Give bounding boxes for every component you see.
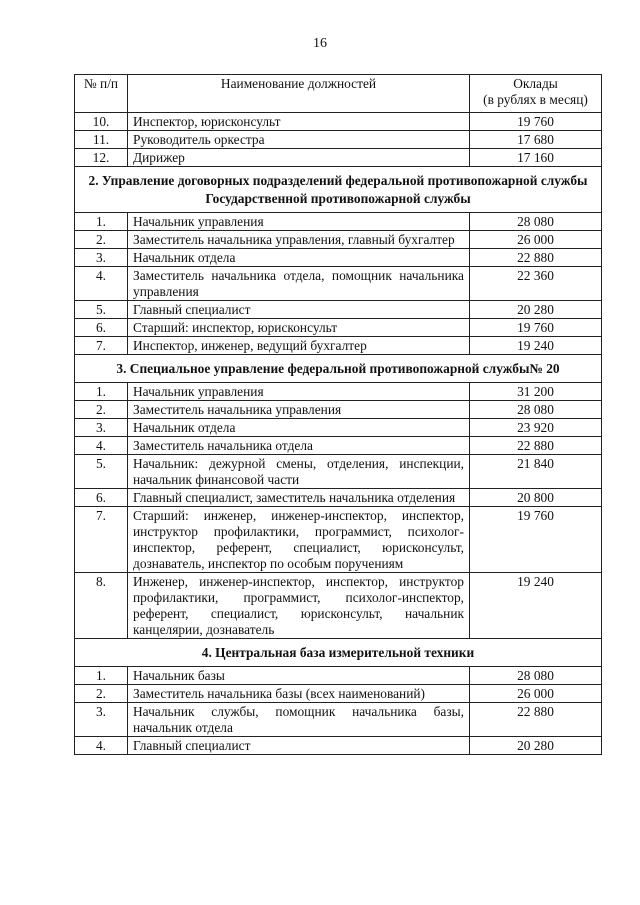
position-name: Начальник службы, помощник начальника базы, начальник отдела [128, 703, 470, 737]
header-salary [470, 75, 602, 113]
salary-value: 26 000 [470, 685, 602, 703]
table-row [75, 573, 602, 639]
position-name: Заместитель начальника управления, главный бухгалтер [128, 231, 470, 249]
position-name: Заместитель начальника отдела, помощник начальника управления [128, 267, 470, 301]
salary-value: 20 280 [470, 737, 602, 755]
position-name: Инженер, инженер-инспектор, инспектор, инструктор профилактики, программист, психолог-инспектор, референт, специалист, юрисконсульт, начальник канцелярии, дознаватель [128, 573, 470, 639]
position-name: Руководитель оркестра [128, 131, 470, 149]
position-name: Начальник управления [128, 213, 470, 231]
row-number: 4. [75, 737, 128, 755]
row-number: 1. [75, 667, 128, 685]
header-position-name: Наименование должностей [128, 75, 470, 113]
salary-value: 31 200 [470, 383, 602, 401]
row-number: 4. [75, 437, 128, 455]
position-name: Инспектор, инженер, ведущий бухгалтер [128, 337, 470, 355]
row-number: 2. [75, 231, 128, 249]
section-row [75, 167, 602, 213]
salary-value: 22 880 [470, 703, 602, 737]
salary-value: 22 880 [470, 249, 602, 267]
row-number: 2. [75, 685, 128, 703]
position-name: Заместитель начальника отдела [128, 437, 470, 455]
row-number: 1. [75, 213, 128, 231]
table-row [75, 667, 602, 685]
row-number: 4. [75, 267, 128, 301]
position-name: Начальник управления [128, 383, 470, 401]
table-row [75, 401, 602, 419]
section-title: 3. Специальное управление федеральной противопожарной службы№ 20 [75, 355, 602, 383]
salary-value: 22 360 [470, 267, 602, 301]
row-number: 3. [75, 249, 128, 267]
position-name: Заместитель начальника управления [128, 401, 470, 419]
position-name: Главный специалист [128, 301, 470, 319]
table-row [75, 319, 602, 337]
table-row [75, 507, 602, 573]
table-row [75, 149, 602, 167]
section-row [75, 355, 602, 383]
position-name: Главный специалист, заместитель начальника отделения [128, 489, 470, 507]
salary-value: 19 760 [470, 113, 602, 131]
table-row [75, 249, 602, 267]
header-salary-unit: (в рублях в месяц) [483, 92, 588, 107]
table-row [75, 685, 602, 703]
table-row [75, 231, 602, 249]
table-row [75, 455, 602, 489]
header-number: № п/п [75, 75, 128, 113]
salary-value: 26 000 [470, 231, 602, 249]
row-number: 5. [75, 455, 128, 489]
salary-value: 28 080 [470, 213, 602, 231]
position-name: Главный специалист [128, 737, 470, 755]
row-number: 8. [75, 573, 128, 639]
position-name: Начальник отдела [128, 419, 470, 437]
salary-value: 19 760 [470, 319, 602, 337]
section-row [75, 639, 602, 667]
salary-value: 23 920 [470, 419, 602, 437]
table-row [75, 419, 602, 437]
salary-value: 28 080 [470, 667, 602, 685]
salary-value: 19 240 [470, 573, 602, 639]
position-name: Заместитель начальника базы (всех наименований) [128, 685, 470, 703]
salary-value: 17 680 [470, 131, 602, 149]
salary-value: 17 160 [470, 149, 602, 167]
position-name: Дирижер [128, 149, 470, 167]
position-name: Инспектор, юрисконсульт [128, 113, 470, 131]
row-number: 3. [75, 419, 128, 437]
salary-value: 19 240 [470, 337, 602, 355]
salary-value: 19 760 [470, 507, 602, 573]
section-title: 2. Управление договорных подразделений федеральной противопожарной службы Государственной противопожарной службы [75, 167, 602, 213]
row-number: 11. [75, 131, 128, 149]
table-row [75, 113, 602, 131]
table-header-row [75, 75, 602, 113]
page-number: 16 [313, 36, 327, 51]
table-row [75, 489, 602, 507]
salary-value: 28 080 [470, 401, 602, 419]
row-number: 6. [75, 319, 128, 337]
table-row [75, 383, 602, 401]
salary-table [74, 74, 602, 755]
position-name: Начальник отдела [128, 249, 470, 267]
table-row [75, 131, 602, 149]
table-row [75, 437, 602, 455]
section-title: 4. Центральная база измерительной техники [75, 639, 602, 667]
salary-value: 21 840 [470, 455, 602, 489]
position-name: Старший: инспектор, юрисконсульт [128, 319, 470, 337]
table-row [75, 703, 602, 737]
row-number: 3. [75, 703, 128, 737]
row-number: 5. [75, 301, 128, 319]
row-number: 2. [75, 401, 128, 419]
table-row [75, 213, 602, 231]
row-number: 6. [75, 489, 128, 507]
table-row [75, 301, 602, 319]
position-name: Начальник базы [128, 667, 470, 685]
table-row [75, 737, 602, 755]
salary-value: 22 880 [470, 437, 602, 455]
row-number: 1. [75, 383, 128, 401]
row-number: 10. [75, 113, 128, 131]
table-row [75, 267, 602, 301]
position-name: Старший: инженер, инженер-инспектор, инспектор, инструктор профилактики, программист, психолог-инспектор, референт, специалист, юрисконсульт, дознаватель, инспектор по особым поручениям [128, 507, 470, 573]
table-row [75, 337, 602, 355]
header-salary-title: Оклады [513, 76, 558, 91]
row-number: 7. [75, 507, 128, 573]
salary-value: 20 280 [470, 301, 602, 319]
position-name: Начальник: дежурной смены, отделения, инспекции, начальник финансовой части [128, 455, 470, 489]
table-body [75, 113, 602, 755]
row-number: 12. [75, 149, 128, 167]
salary-value: 20 800 [470, 489, 602, 507]
row-number: 7. [75, 337, 128, 355]
